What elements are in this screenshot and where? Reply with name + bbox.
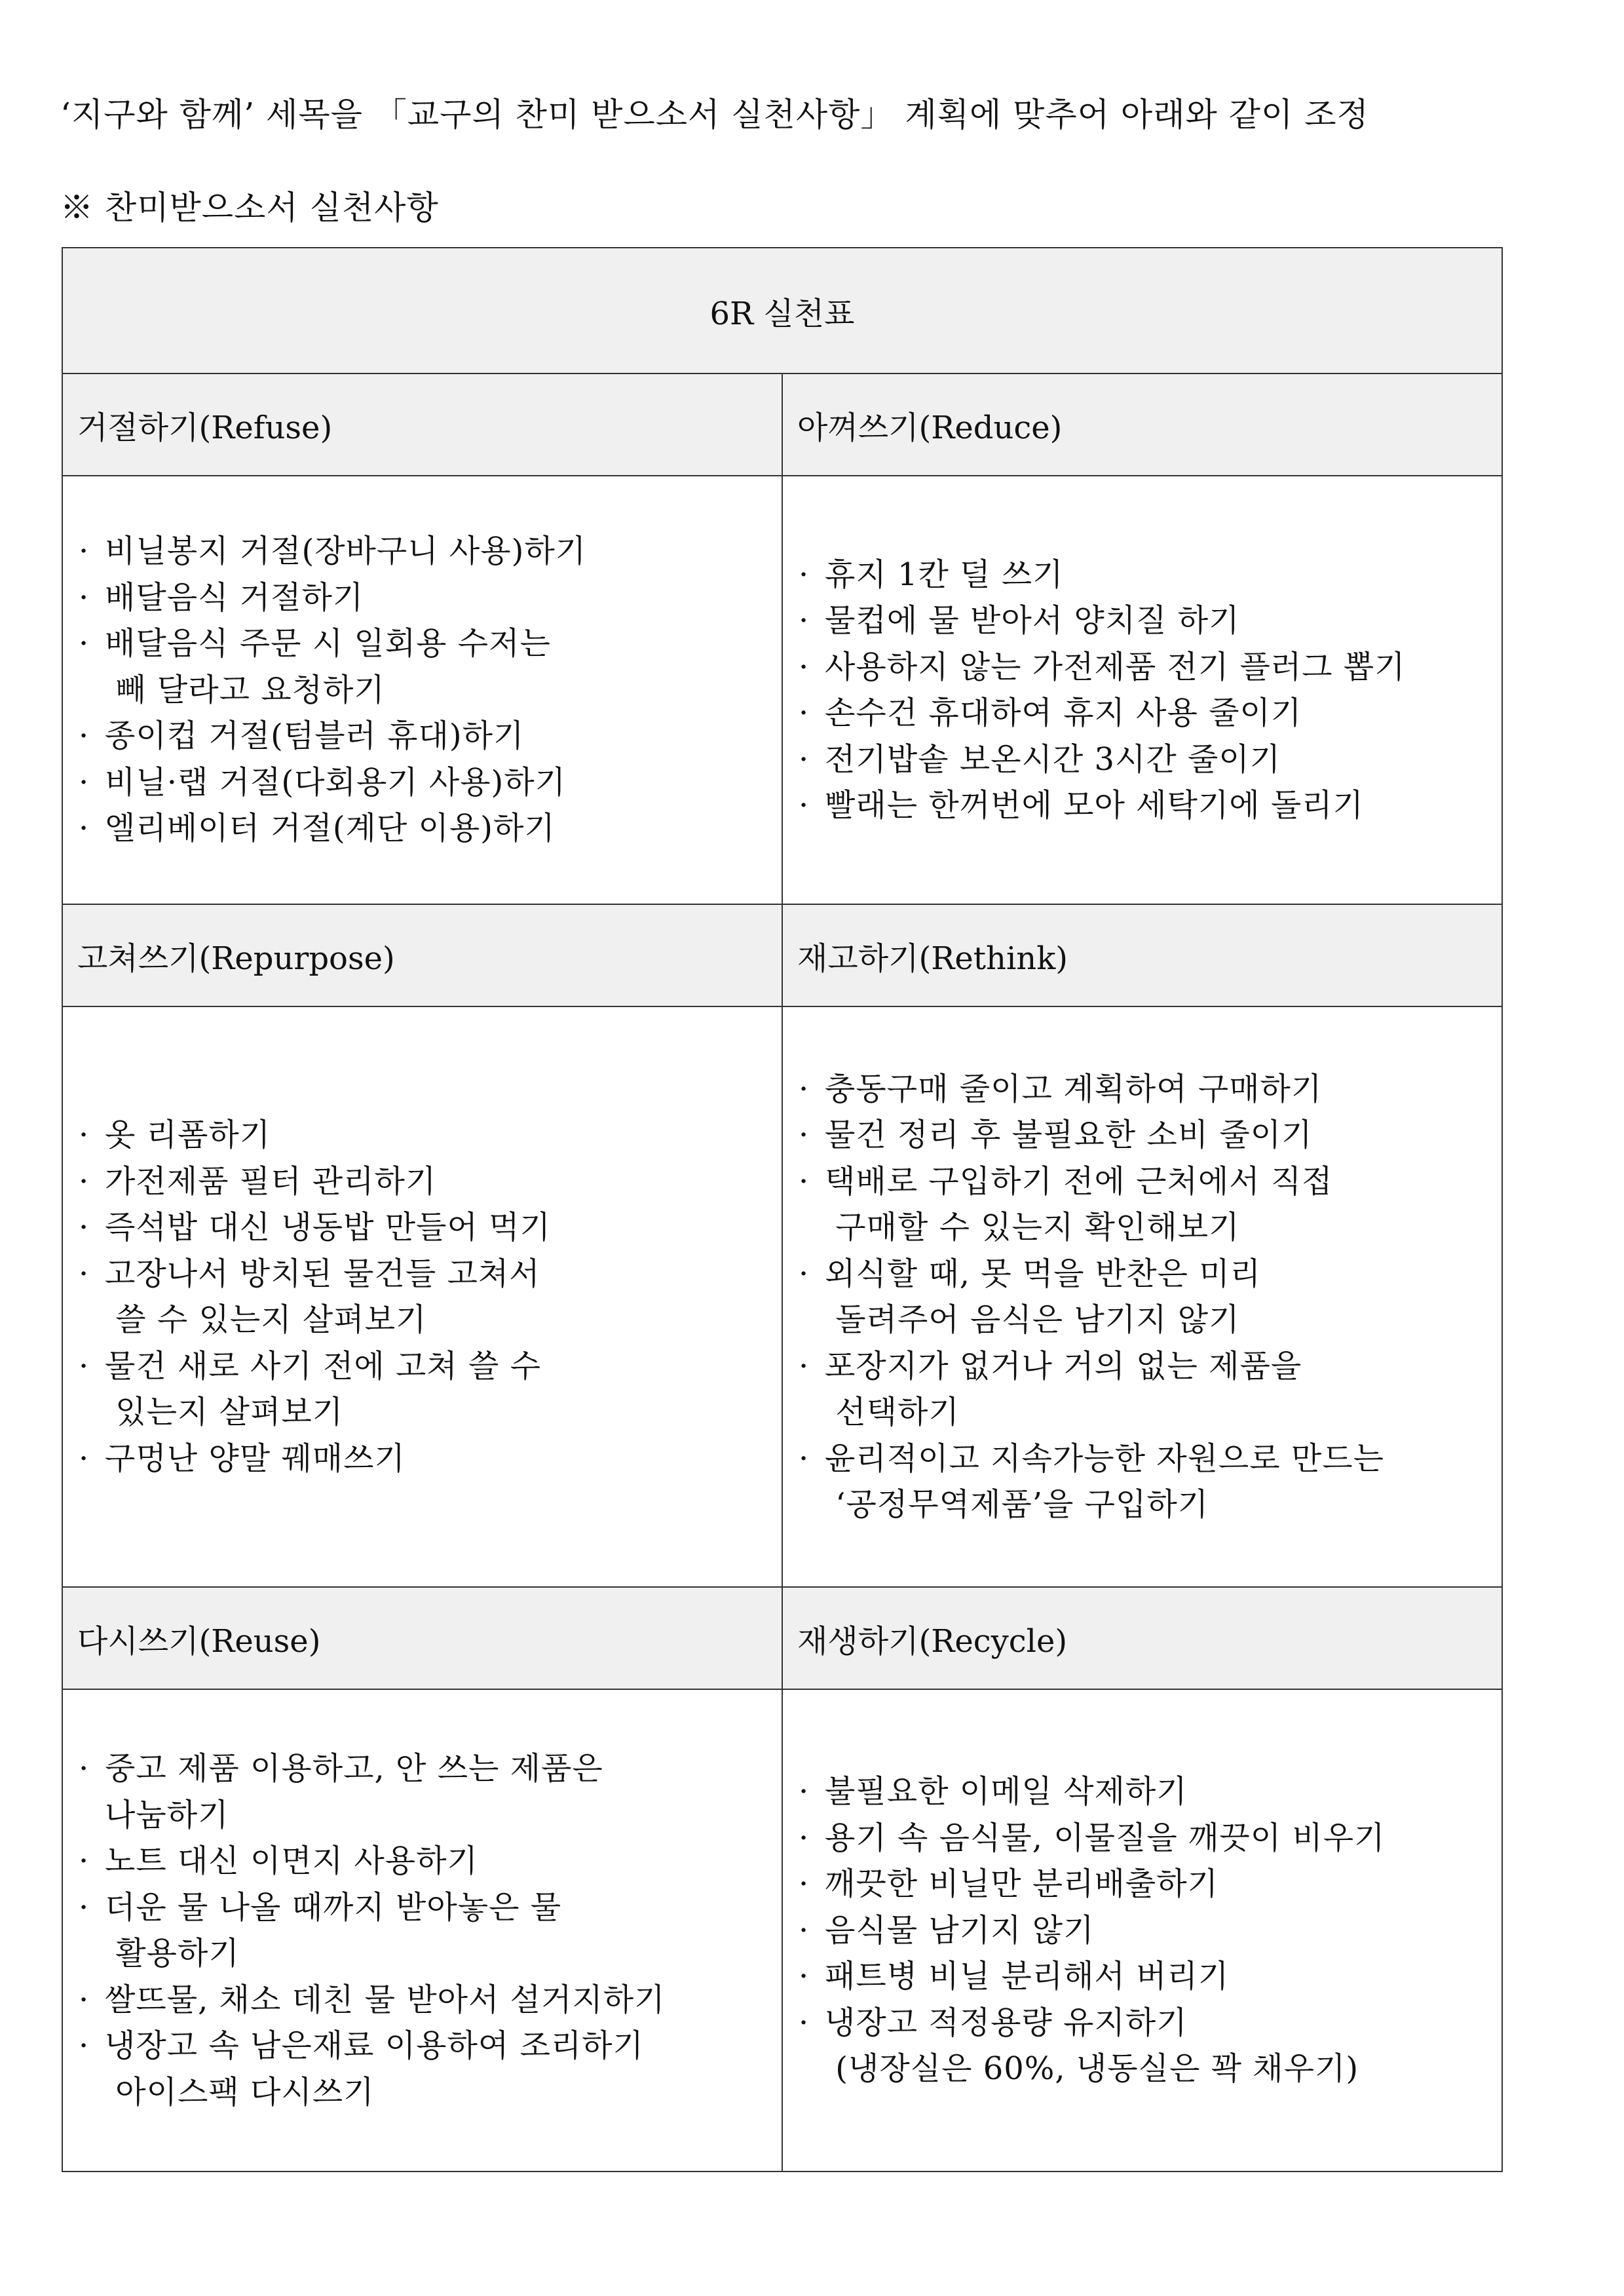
list-item: · 쌀뜨물, 채소 데친 물 받아서 설거지하기 <box>76 1977 775 2023</box>
list-item: · 물건 새로 사기 전에 고쳐 쓸 수 있는지 살펴보기 <box>76 1343 775 1436</box>
list-item: · 엘리베이터 거절(계단 이용)하기 <box>76 805 775 852</box>
rethink-heading: 재고하기(Rethink) <box>782 904 1502 1006</box>
list-item: · 패트병 비닐 분리해서 버리기 <box>796 1953 1495 2000</box>
list-item: · 배달음식 거절하기 <box>76 575 775 621</box>
reduce-list <box>796 552 1495 829</box>
list-item: · 더운 물 나올 때까지 받아놓은 물 활용하기 <box>76 1885 775 1977</box>
recycle-list <box>796 1769 1495 2092</box>
repurpose-list <box>76 1112 775 1482</box>
list-item: · 불필요한 이메일 삭제하기 <box>796 1769 1495 1815</box>
list-item: · 비닐봉지 거절(장바구니 사용)하기 <box>76 528 775 575</box>
list-item: · 손수건 휴대하여 휴지 사용 줄이기 <box>796 690 1495 737</box>
list-item: · 포장지가 없거나 거의 없는 제품을 선택하기 <box>796 1343 1495 1436</box>
list-item: · 냉장고 적정용량 유지하기 (냉장실은 60%, 냉동실은 꽉 채우기) <box>796 2000 1495 2092</box>
practice-table <box>62 247 1503 2172</box>
list-item: · 구멍난 양말 꿰매쓰기 <box>76 1436 775 1482</box>
list-item: · 깨끗한 비닐만 분리배출하기 <box>796 1861 1495 1907</box>
list-item: · 중고 제품 이용하고, 안 쓰는 제품은 나눔하기 <box>76 1746 775 1838</box>
list-item: · 옷 리폼하기 <box>76 1112 775 1158</box>
refuse-list <box>76 528 775 852</box>
reduce-heading: 아껴쓰기(Reduce) <box>782 373 1502 476</box>
rethink-list <box>796 1066 1495 1528</box>
list-item: · 외식할 때, 못 먹을 반찬은 미리 돌려주어 음식은 남기지 않기 <box>796 1251 1495 1343</box>
intro-text: ‘지구와 함께’ 세목을 「교구의 찬미 받으소서 실천사항」 계획에 맞추어 아래와 같이 조정 <box>60 96 1369 134</box>
list-item: · 휴지 1칸 덜 쓰기 <box>796 552 1495 598</box>
list-item: · 용기 속 음식물, 이물질을 깨끗이 비우기 <box>796 1815 1495 1862</box>
rethink-list-cell <box>782 1006 1502 1587</box>
recycle-list-cell <box>782 1689 1502 2172</box>
list-item: · 노트 대신 이면지 사용하기 <box>76 1838 775 1885</box>
list-item: · 윤리적이고 지속가능한 자원으로 만드는 ‘공정무역제품’을 구입하기 <box>796 1436 1495 1528</box>
recycle-heading: 재생하기(Recycle) <box>782 1587 1502 1689</box>
list-item: · 배달음식 주문 시 일회용 수저는 빼 달라고 요청하기 <box>76 621 775 713</box>
list-item: · 가전제품 필터 관리하기 <box>76 1158 775 1205</box>
reuse-list-cell <box>62 1689 782 2172</box>
reuse-heading: 다시쓰기(Reuse) <box>62 1587 782 1689</box>
list-item: · 즉석밥 대신 냉동밥 만들어 먹기 <box>76 1204 775 1251</box>
list-item: · 비닐·랩 거절(다회용기 사용)하기 <box>76 759 775 806</box>
list-item: · 물건 정리 후 불필요한 소비 줄이기 <box>796 1112 1495 1158</box>
refuse-heading: 거절하기(Refuse) <box>62 373 782 476</box>
list-item: · 종이컵 거절(텀블러 휴대)하기 <box>76 713 775 759</box>
note-heading: ※ 찬미받으소서 실천사항 <box>60 189 439 227</box>
reduce-list-cell <box>782 476 1502 904</box>
list-item: · 전기밥솥 보온시간 3시간 줄이기 <box>796 737 1495 783</box>
list-item: · 사용하지 않는 가전제품 전기 플러그 뽑기 <box>796 644 1495 691</box>
reuse-list <box>76 1746 775 2115</box>
list-item: · 고장나서 방치된 물건들 고쳐서 쓸 수 있는지 살펴보기 <box>76 1251 775 1343</box>
list-item: · 택배로 구입하기 전에 근처에서 직접 구매할 수 있는지 확인해보기 <box>796 1158 1495 1251</box>
list-item: · 물컵에 물 받아서 양치질 하기 <box>796 598 1495 644</box>
list-item: · 충동구매 줄이고 계획하여 구매하기 <box>796 1066 1495 1113</box>
repurpose-heading: 고쳐쓰기(Repurpose) <box>62 904 782 1006</box>
list-item: · 빨래는 한꺼번에 모아 세탁기에 돌리기 <box>796 782 1495 829</box>
refuse-list-cell <box>62 476 782 904</box>
list-item: · 음식물 남기지 않기 <box>796 1907 1495 1954</box>
list-item: · 냉장고 속 남은재료 이용하여 조리하기 아이스팩 다시쓰기 <box>76 2023 775 2115</box>
repurpose-list-cell <box>62 1006 782 1587</box>
table-title: 6R 실천표 <box>62 248 1502 373</box>
